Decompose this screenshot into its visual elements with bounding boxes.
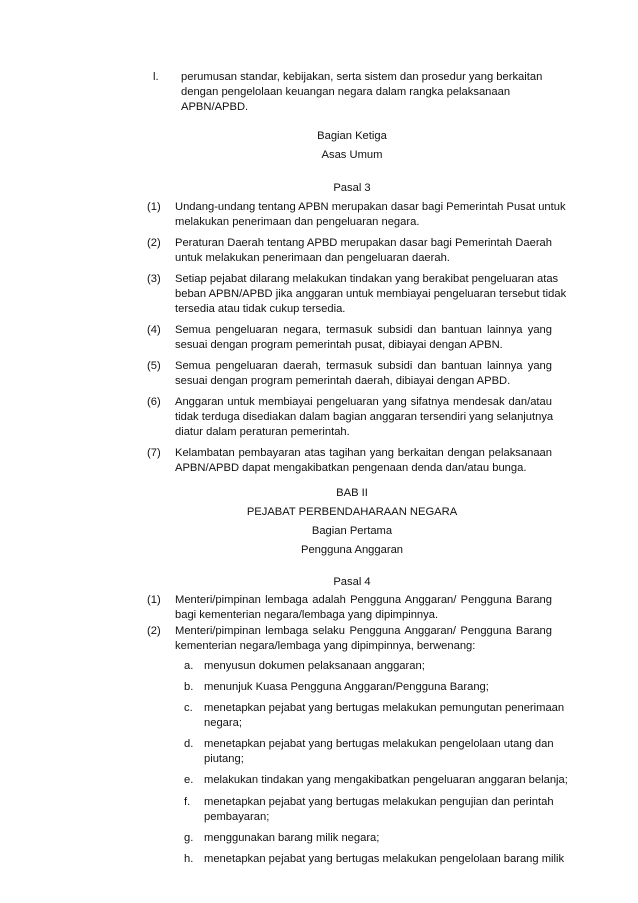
subitem-g-line-1: menggunakan barang milik negara; [204,832,380,844]
pasal-3-item-number: (3) [147,273,161,285]
pasal-3-item-5-line-1: Semua pengeluaran daerah, termasuk subsidi dan bantuan lainnya yang [175,360,552,372]
chapter-title: BAB II [336,487,368,499]
pasal-3-item-2-line-1: Peraturan Daerah tentang APBD merupakan dasar bagi Pemerintah Daerah [175,237,552,249]
chapter-section-subtitle: Pengguna Anggaran [300,544,404,556]
pasal-4-item-1-line-1: Menteri/pimpinan lembaga adalah Pengguna Anggaran/ Pengguna Barang [175,594,552,606]
subitem-d-line-2: piutang; [204,753,244,765]
item-l-line-2: dengan pengelolaan keuangan negara dalam rangka pelaksanaan [181,86,511,98]
pasal-3-item-number: (2) [147,237,161,249]
subitem-letter: c. [184,702,193,714]
pasal-3-heading: Pasal 3 [333,182,371,194]
pasal-4-item-number: (1) [147,594,161,606]
pasal-3-item-6-line-3: diatur dalam peraturan pemerintah. [175,426,350,438]
pasal-4-item-2-line-1: Menteri/pimpinan lembaga selaku Pengguna Anggaran/ Pengguna Barang [175,625,552,637]
pasal-3-item-number: (1) [147,201,161,213]
pasal-3-item-2-line-2: untuk melakukan penerimaan dan pengeluaran daerah. [175,252,450,264]
subitem-h-line-1: menetapkan pejabat yang bertugas melakukan pengelolaan barang milik [204,853,565,865]
item-l-line-1: perumusan standar, kebijakan, serta sistem dan prosedur yang berkaitan [181,71,543,83]
pasal-3-item-1-line-1: Undang-undang tentang APBN merupakan dasar bagi Pemerintah Pusat untuk [175,201,566,213]
pasal-3-item-7-line-1: Kelambatan pembayaran atas tagihan yang berkaitan dengan pelaksanaan [175,447,552,459]
subitem-letter: h. [184,853,194,865]
subitem-c-line-1: menetapkan pejabat yang bertugas melakukan pemungutan penerimaan [204,702,565,714]
subitem-letter: b. [184,681,194,693]
pasal-4-item-number: (2) [147,625,161,637]
pasal-3-item-4-line-1: Semua pengeluaran negara, termasuk subsidi dan bantuan lainnya yang [175,324,552,336]
pasal-4-item-2-line-2: kementerian negara/lembaga yang dipimpinnya, berwenang: [175,640,476,652]
section-title: Bagian Ketiga [317,130,387,142]
subitem-f-line-1: menetapkan pejabat yang bertugas melakukan pengujian dan perintah [204,796,554,808]
section-subtitle: Asas Umum [321,149,383,161]
pasal-3-item-number: (7) [147,447,161,459]
pasal-3-item-5-line-2: sesuai dengan program pemerintah daerah, dibiayai dengan APBD. [175,375,511,387]
pasal-3-item-number: (6) [147,396,161,408]
subitem-letter: g. [184,832,194,844]
subitem-e-line-1: melakukan tindakan yang mengakibatkan pengeluaran anggaran belanja; [204,774,568,786]
pasal-3-item-7-line-2: APBN/APBD dapat mengakibatkan pengenaan denda dan/atau bunga. [175,462,527,474]
pasal-3-item-6-line-1: Anggaran untuk membiayai pengeluaran yang sifatnya mendesak dan/atau [175,396,552,408]
subitem-b-line-1: menunjuk Kuasa Pengguna Anggaran/Pengguna Barang; [204,681,489,693]
subitem-letter: e. [184,774,194,786]
subitem-f-line-2: pembayaran; [204,811,270,823]
pasal-3-item-6-line-2: tidak terduga disediakan dalam bagian anggaran tersendiri yang selanjutnya [175,411,554,423]
subitem-letter: d. [184,738,194,750]
pasal-4-item-1-line-2: bagi kementerian negara/lembaga yang dipimpinnya. [175,609,439,621]
subitem-letter: f. [184,796,191,808]
pasal-3-item-number: (4) [147,324,161,336]
chapter-subtitle: PEJABAT PERBENDAHARAAN NEGARA [246,506,458,518]
pasal-3-item-3-line-1: Setiap pejabat dilarang melakukan tindakan yang berakibat pengeluaran atas [175,273,559,285]
subitem-d-line-1: menetapkan pejabat yang bertugas melakukan pengelolaan utang dan [204,738,554,750]
item-marker-l: l. [153,71,159,83]
subitem-a-line-1: menyusun dokumen pelaksanaan anggaran; [204,660,425,672]
pasal-3-item-3-line-2: beban APBN/APBD jika anggaran untuk membiayai pengeluaran tersebut tidak [175,288,567,300]
subitem-letter: a. [184,660,194,672]
chapter-section-title: Bagian Pertama [311,525,393,537]
pasal-4-heading: Pasal 4 [333,576,371,588]
pasal-3-item-4-line-2: sesuai dengan program pemerintah pusat, dibiayai dengan APBN. [175,339,503,351]
pasal-3-item-3-line-3: tersedia atau tidak cukup tersedia. [175,303,346,315]
subitem-c-line-2: negara; [204,717,242,729]
pasal-3-item-number: (5) [147,360,161,372]
pasal-3-item-1-line-2: melakukan penerimaan dan pengeluaran negara. [175,216,420,228]
item-l-line-3: APBN/APBD. [181,101,249,113]
